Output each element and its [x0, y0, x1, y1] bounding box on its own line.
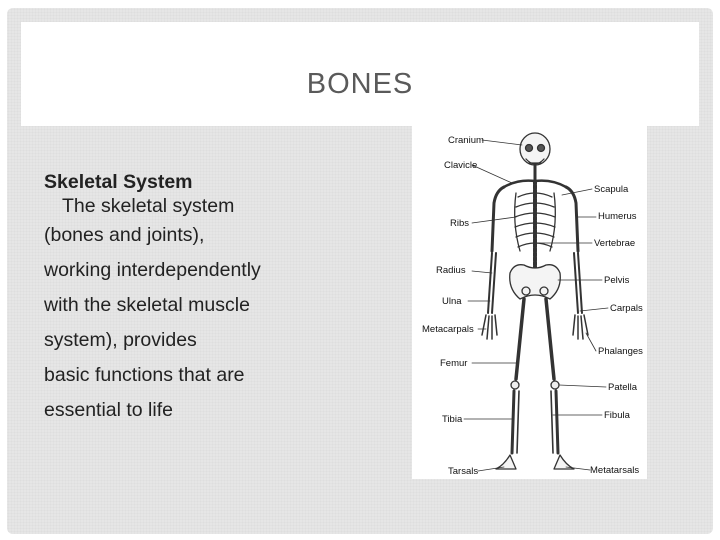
body-line: with the skeletal muscle	[44, 294, 250, 316]
title-box	[21, 22, 699, 126]
body-line: essential to life	[44, 399, 173, 421]
label-fibula: Fibula	[604, 410, 630, 421]
label-radius: Radius	[436, 265, 466, 276]
body-line: The skeletal system	[62, 195, 235, 217]
body-line: working interdependently	[44, 259, 261, 281]
label-carpals: Carpals	[610, 303, 643, 314]
label-phalanges: Phalanges	[598, 346, 643, 357]
body-line: basic functions that are	[44, 364, 245, 386]
body-line: (bones and joints),	[44, 224, 205, 246]
label-scapula: Scapula	[594, 184, 629, 195]
slide-title: BONES	[306, 68, 414, 100]
body-heading: Skeletal System	[44, 171, 193, 193]
label-metatarsals: Metatarsals	[590, 465, 640, 476]
label-ulna: Ulna	[442, 296, 462, 307]
label-ribs: Ribs	[450, 218, 470, 229]
label-tibia: Tibia	[442, 414, 463, 425]
label-tarsals: Tarsals	[448, 466, 479, 477]
body-text	[44, 170, 384, 428]
label-clavicle: Clavicle	[444, 160, 478, 171]
label-pelvis: Pelvis	[604, 275, 630, 286]
label-metacarpals: Metacarpals	[422, 324, 474, 335]
body-line: system), provides	[44, 329, 197, 351]
skeleton-figure	[412, 123, 647, 479]
label-femur: Femur	[440, 358, 468, 369]
label-cranium: Cranium	[448, 135, 484, 146]
label-vertebrae: Vertebrae	[594, 238, 636, 249]
label-patella: Patella	[608, 382, 638, 393]
label-humerus: Humerus	[598, 211, 637, 222]
